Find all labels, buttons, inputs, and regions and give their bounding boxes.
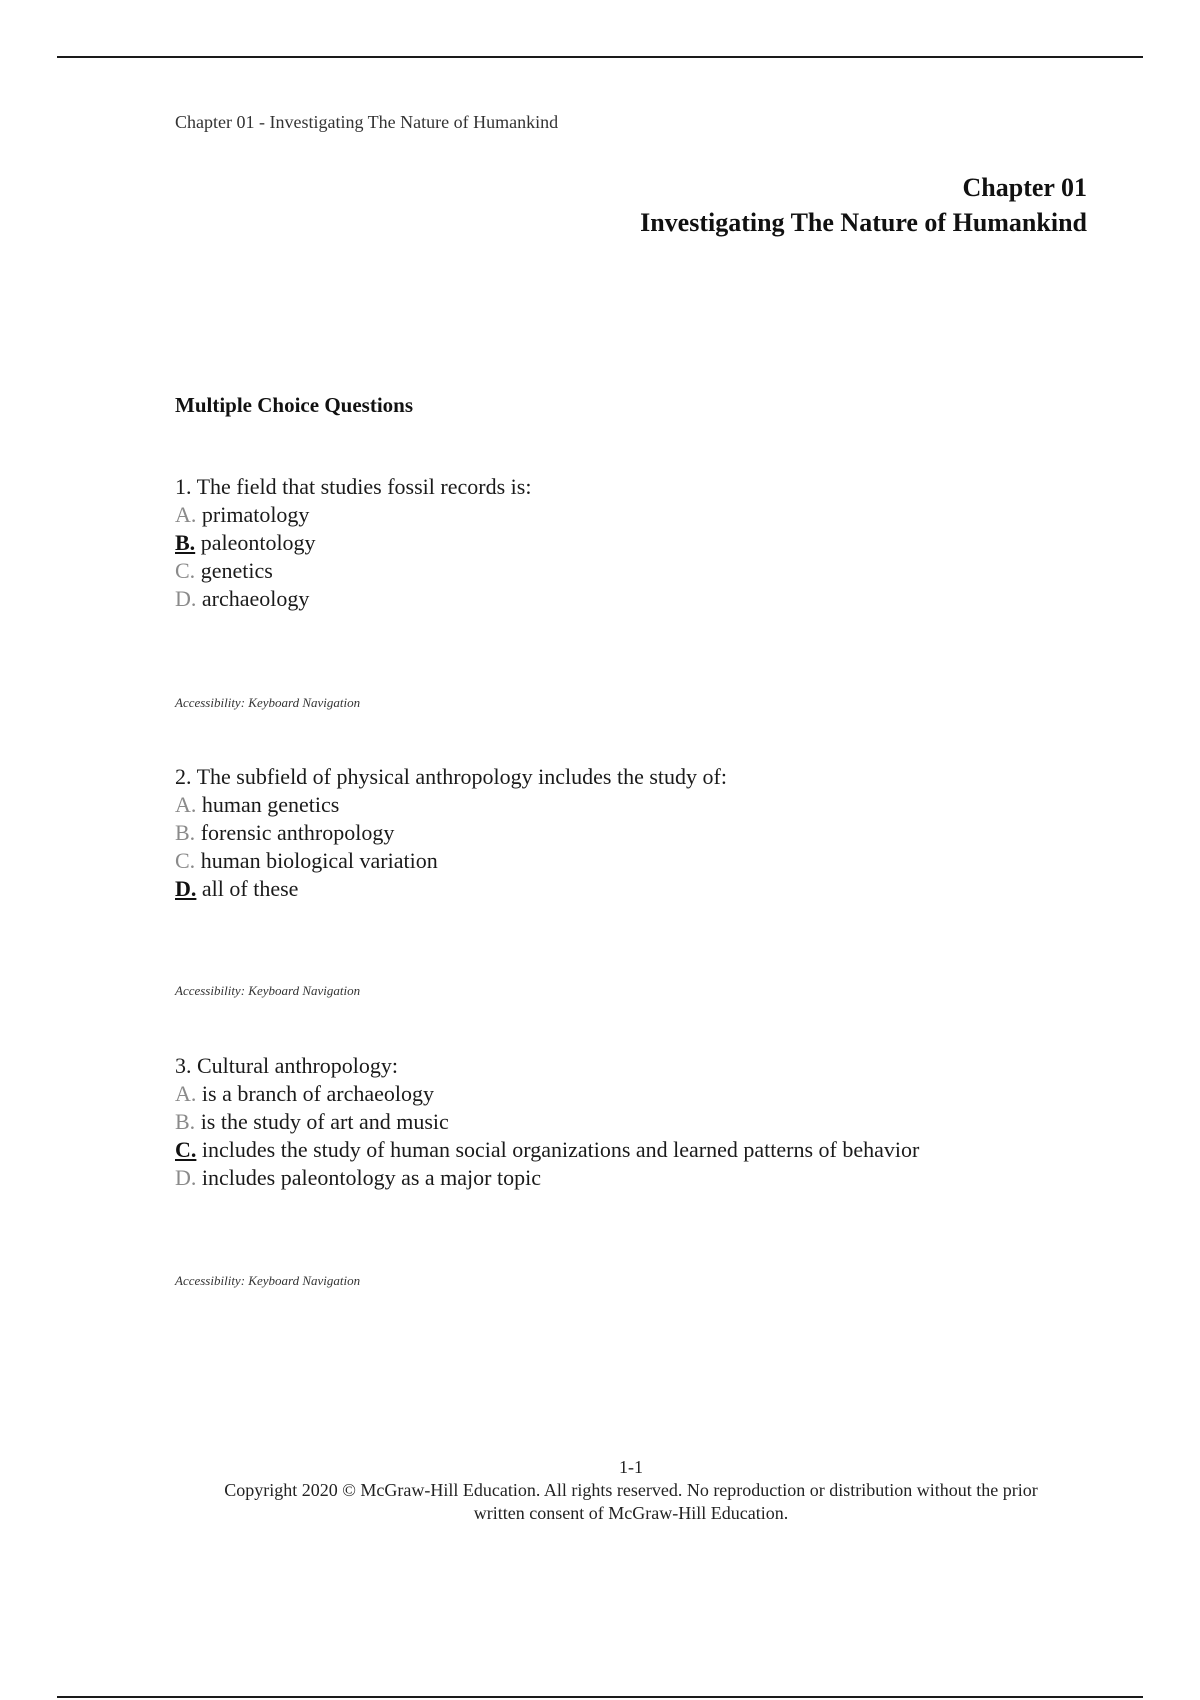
question-stem: 1. The field that studies fossil records is: bbox=[175, 474, 532, 499]
accessibility-tag: Accessibility: Keyboard Navigation bbox=[175, 983, 361, 998]
option-letter: A. bbox=[175, 502, 197, 527]
copyright-line-2: written consent of McGraw-Hill Education. bbox=[473, 1503, 789, 1523]
option-text: primatology bbox=[201, 502, 310, 527]
option-letter: C. bbox=[175, 558, 196, 583]
answer-option-b-correct bbox=[175, 529, 531, 557]
page-footer bbox=[175, 1456, 1087, 1525]
option-text: includes paleontology as a major topic bbox=[201, 1165, 541, 1190]
option-letter: A. bbox=[175, 792, 197, 817]
accessibility-tag: Accessibility: Keyboard Navigation bbox=[175, 1273, 361, 1288]
answer-option-c bbox=[175, 847, 727, 875]
question-3 bbox=[175, 1052, 919, 1192]
option-text: is the study of art and music bbox=[200, 1109, 449, 1134]
copyright-line-1: Copyright 2020 © McGraw-Hill Education. All rights reserved. No reproduction or distribution without the prior bbox=[224, 1480, 1038, 1500]
option-letter-correct: C. bbox=[175, 1137, 197, 1162]
answer-option-d-correct bbox=[175, 875, 727, 903]
option-text: archaeology bbox=[201, 586, 310, 611]
option-letter: D. bbox=[175, 586, 197, 611]
option-text: paleontology bbox=[200, 530, 316, 555]
accessibility-tag: Accessibility: Keyboard Navigation bbox=[175, 695, 361, 710]
option-letter: B. bbox=[175, 820, 196, 845]
answer-option-d bbox=[175, 1164, 919, 1192]
answer-option-a bbox=[175, 791, 727, 819]
option-text: genetics bbox=[200, 558, 273, 583]
answer-option-a bbox=[175, 1080, 919, 1108]
answer-option-a bbox=[175, 501, 531, 529]
page-number: 1-1 bbox=[619, 1457, 643, 1477]
option-letter: A. bbox=[175, 1081, 197, 1106]
answer-option-c bbox=[175, 557, 531, 585]
answer-option-c-correct bbox=[175, 1136, 919, 1164]
answer-option-d bbox=[175, 585, 531, 613]
answer-option-b bbox=[175, 819, 727, 847]
top-rule bbox=[57, 56, 1143, 58]
option-text: all of these bbox=[201, 876, 299, 901]
option-text: human biological variation bbox=[200, 848, 438, 873]
option-letter-correct: D. bbox=[175, 876, 197, 901]
chapter-name: Investigating The Nature of Humankind bbox=[640, 208, 1087, 237]
chapter-number: Chapter 01 bbox=[962, 173, 1087, 202]
question-1 bbox=[175, 473, 531, 613]
option-letter: D. bbox=[175, 1165, 197, 1190]
option-text: human genetics bbox=[201, 792, 340, 817]
question-stem: 2. The subfield of physical anthropology includes the study of: bbox=[175, 764, 727, 789]
running-header: Chapter 01 - Investigating The Nature of Humankind bbox=[175, 112, 559, 132]
bottom-rule bbox=[57, 1696, 1143, 1698]
option-letter: B. bbox=[175, 1109, 196, 1134]
section-heading: Multiple Choice Questions bbox=[175, 393, 414, 417]
option-text: forensic anthropology bbox=[200, 820, 395, 845]
question-stem: 3. Cultural anthropology: bbox=[175, 1053, 399, 1078]
option-text: is a branch of archaeology bbox=[201, 1081, 435, 1106]
question-2 bbox=[175, 763, 727, 903]
answer-option-b bbox=[175, 1108, 919, 1136]
chapter-title bbox=[640, 170, 1087, 240]
option-text: includes the study of human social organizations and learned patterns of behavior bbox=[201, 1137, 920, 1162]
option-letter-correct: B. bbox=[175, 530, 196, 555]
option-letter: C. bbox=[175, 848, 196, 873]
